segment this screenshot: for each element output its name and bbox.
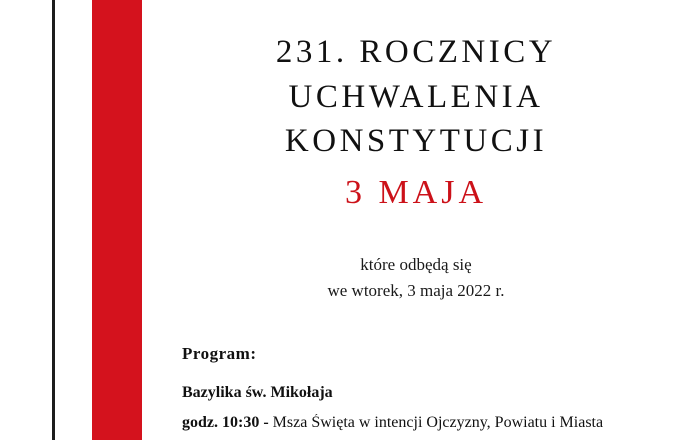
subhead-line-2: we wtorek, 3 maja 2022 r. <box>327 280 505 300</box>
program-section <box>142 344 690 432</box>
flag-red-stripe <box>92 0 142 440</box>
poster-subhead <box>142 252 690 305</box>
subhead-line-1: które odbędą się <box>360 254 472 274</box>
headline-line-3: KONSTYTUCJI <box>284 123 548 160</box>
program-entry <box>182 414 680 432</box>
headline-line-1: 231. ROCZNICY <box>275 34 557 70</box>
program-title: Program: <box>182 344 257 364</box>
headline-line-4-accent: 3 MAJA <box>344 173 488 211</box>
flag-white-stripe <box>55 0 92 440</box>
headline-line-2: UCHWALENIA <box>288 78 544 115</box>
program-entry-text: Msza Święta w intencji Ojczyzny, Powiatu i Miasta <box>272 414 604 432</box>
poster-headline <box>142 30 690 216</box>
poster-content <box>142 0 690 440</box>
program-venue: Bazylika św. Mikołaja <box>182 384 333 402</box>
program-entry-time: godz. 10:30 - <box>182 414 269 432</box>
